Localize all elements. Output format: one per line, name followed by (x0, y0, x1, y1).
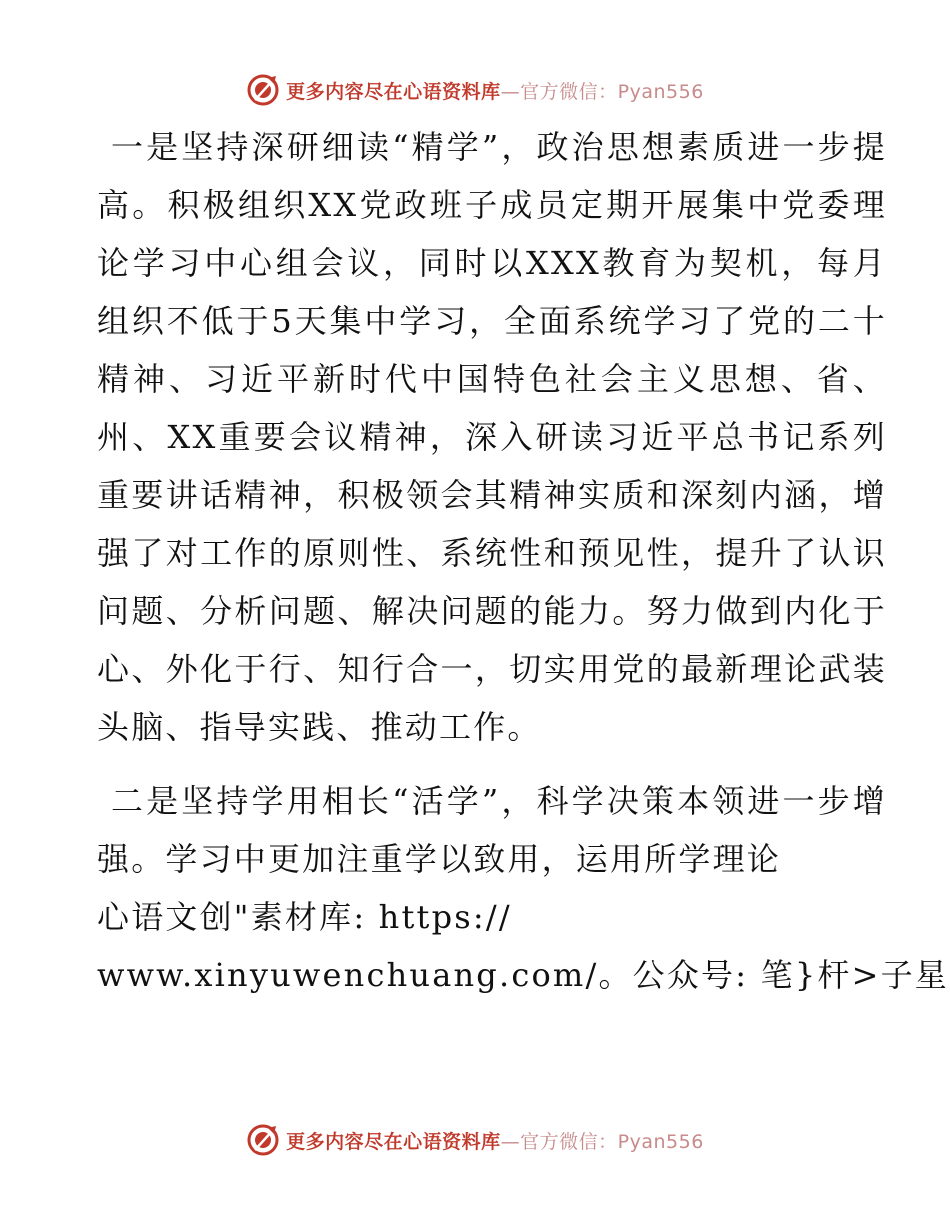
source-line-2: www.xinyuwenchuang.com/。公众号: 笔}杆>子星 (97, 956, 949, 994)
header-watermark-text: 更多内容尽在心语资料库—官方微信：Pyan556 (286, 80, 704, 103)
header-watermark (0, 70, 950, 110)
footer-watermark-text: 更多内容尽在心语资料库—官方微信：Pyan556 (286, 1130, 704, 1153)
quill-pen-logo-icon (246, 1123, 280, 1157)
source-line-1: 心语文创"素材库: https:// (97, 898, 512, 936)
paragraph-1: 一是坚持深研细读“精学”，政治思想素质进一步提高。积极组织XX党政班子成员定期开展集中党委理论学习中心组会议，同时以XXX教育为契机，每月组织不低于5天集中学习，全面系统学习了党的二十精神、习近平新时代中国特色社会主义思想、省、州、XX重要会议精神，深入研读习近平总书记系列重要讲话精神，积极领会其精神实质和深刻内涵，增强了对工作的原则性、系统性和预见性，提升了认识问题、分析问题、解决问题的能力。努力做到内化于心、外化于行、知行合一，切实用党的最新理论武装头脑、指导实践、推动工作。 (97, 128, 887, 746)
quill-pen-logo-icon (246, 73, 280, 107)
paragraph-2: 二是坚持学用相长“活学”，科学决策本领进一步增强。学习中更加注重学以致用，运用所学理论 (97, 782, 887, 878)
footer-watermark (0, 1120, 950, 1160)
document-body (97, 118, 949, 1004)
